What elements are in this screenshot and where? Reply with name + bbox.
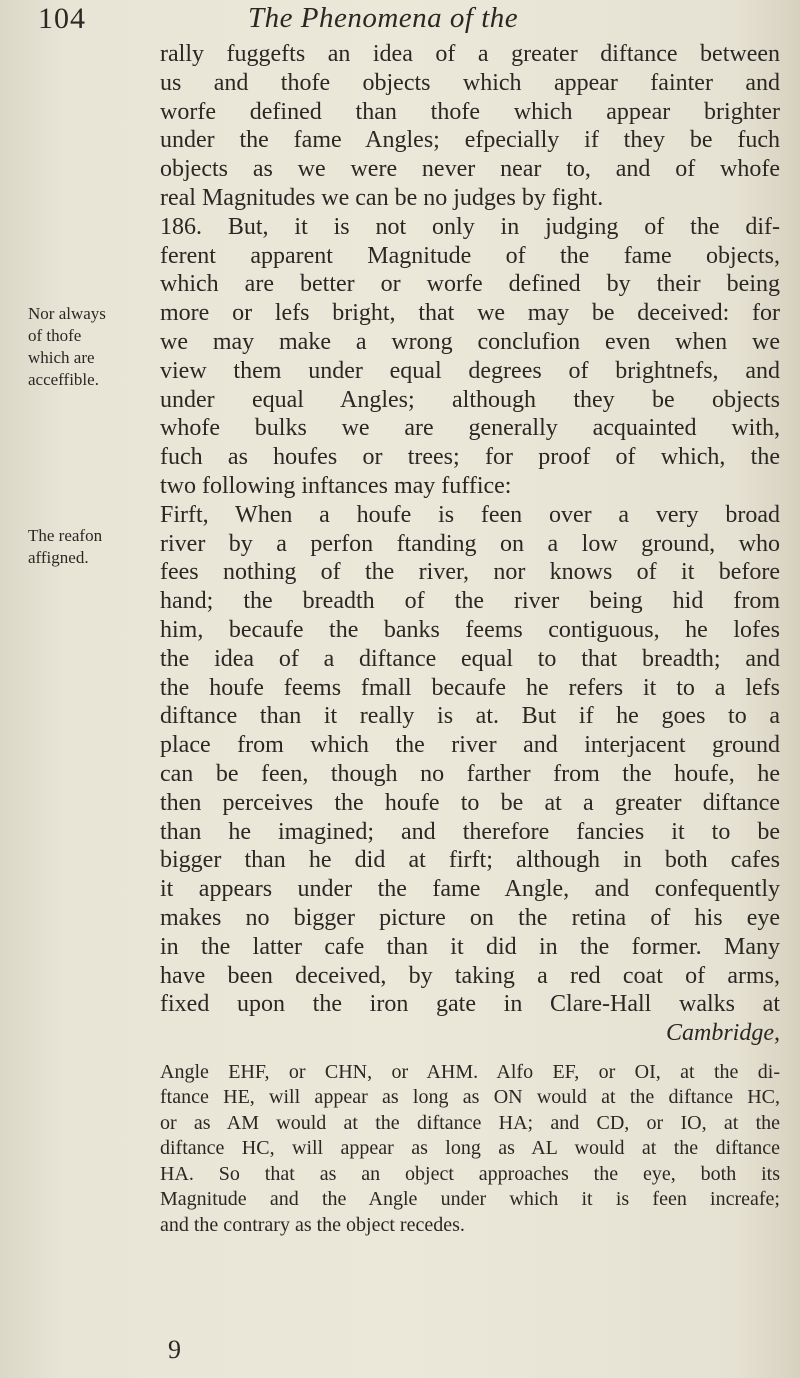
margin-note-line: of thofe — [28, 326, 82, 345]
text-line: we may make a wrong conclufion even when we — [160, 328, 780, 355]
text-line: under the fame Angles; efpecially if they be fuch — [160, 127, 780, 154]
text-line: diftance than it really is at. But if he goes to a — [160, 703, 780, 730]
text-line: whofe bulks we are generally acquainted with, — [160, 415, 780, 442]
text-line: place from which the river and interjacent ground — [160, 732, 780, 759]
text-line: the houfe feems fmall becaufe he refers it to a lefs — [160, 674, 780, 701]
text-line: rally fuggefts an idea of a greater diftance between — [160, 41, 780, 67]
text-line: real Magnitudes we can be no judges by fight. — [160, 184, 604, 211]
text-line: us and thofe objects which appear fainter and — [160, 69, 780, 96]
page-number: 104 — [38, 2, 86, 35]
text-line: more or lefs bright, that we may be deceived: for — [160, 300, 780, 327]
text-line: can be feen, though no farther from the houfe, he — [160, 760, 780, 787]
footnote-line: HA. So that as an object approaches the eye, both its — [160, 1162, 780, 1185]
text-line: fuch as houfes or trees; for proof of which, the — [160, 444, 780, 471]
footnote-line: diftance HC, will appear as long as AL would at the diftance — [160, 1137, 780, 1160]
footnote-line: ftance HE, will appear as long as ON would at the diftance HC, — [160, 1086, 780, 1109]
text-line: in the latter cafe than it did in the former. Many — [160, 933, 780, 960]
text-line: objects as we were never near to, and of whofe — [160, 156, 780, 183]
text-line: 186. But, it is not only in judging of the dif- — [160, 213, 780, 240]
text-line: worfe defined than thofe which appear brighter — [160, 98, 780, 125]
footnote-line: Angle EHF, or CHN, or AHM. Alfo EF, or OI, at the di- — [160, 1060, 780, 1083]
margin-note-line: acceffible. — [28, 370, 99, 389]
text-line: Firft, When a houfe is feen over a very broad — [160, 501, 780, 528]
footnote-line: Magnitude and the Angle under which it is feen increafe; — [160, 1188, 780, 1211]
body-text — [160, 40, 780, 1238]
margin-note-line: which are — [28, 348, 95, 367]
text-line: it appears under the fame Angle, and confequently — [160, 876, 780, 903]
catchword: Cambridge, — [666, 1020, 780, 1047]
text-line: two following inftances may fuffice: — [160, 472, 512, 499]
margin-note-line: Nor always — [28, 304, 106, 323]
text-line: then perceives the houfe to be at a greater diftance — [160, 789, 780, 816]
text-line: ferent apparent Magnitude of the fame objects, — [160, 242, 780, 269]
margin-note-line: affigned. — [28, 548, 89, 567]
text-line: him, becaufe the banks feems contiguous, he lofes — [160, 616, 780, 643]
text-line: under equal Angles; although they be objects — [160, 386, 780, 413]
margin-note-line: The reafon — [28, 526, 103, 545]
text-line: river by a perfon ftanding on a low ground, who — [160, 530, 780, 557]
signature-mark: 9 — [168, 1335, 181, 1364]
text-line: view them under equal degrees of brightnefs, and — [160, 357, 780, 384]
text-line: hand; the breadth of the river being hid from — [160, 588, 780, 615]
footnote-line: or as AM would at the diftance HA; and CD, or IO, at the — [160, 1111, 780, 1134]
text-line: fees nothing of the river, nor knows of it before — [160, 559, 780, 586]
margin-note-not-always — [28, 303, 138, 391]
text-line: which are better or worfe defined by their being — [160, 271, 780, 298]
running-head: The Phenomena of the — [248, 2, 519, 34]
margin-note-reason — [28, 525, 138, 569]
text-line: than he imagined; and therefore fancies it to be — [160, 818, 780, 845]
text-line: bigger than he did at firft; although in both cafes — [160, 847, 780, 874]
text-line: the idea of a diftance equal to that breadth; and — [160, 645, 780, 672]
text-line: fixed upon the iron gate in Clare-Hall walks at — [160, 991, 780, 1018]
text-line: have been deceived, by taking a red coat of arms, — [160, 962, 780, 989]
text-line: makes no bigger picture on the retina of his eye — [160, 904, 780, 931]
footnote-line: and the contrary as the object recedes. — [160, 1213, 465, 1236]
